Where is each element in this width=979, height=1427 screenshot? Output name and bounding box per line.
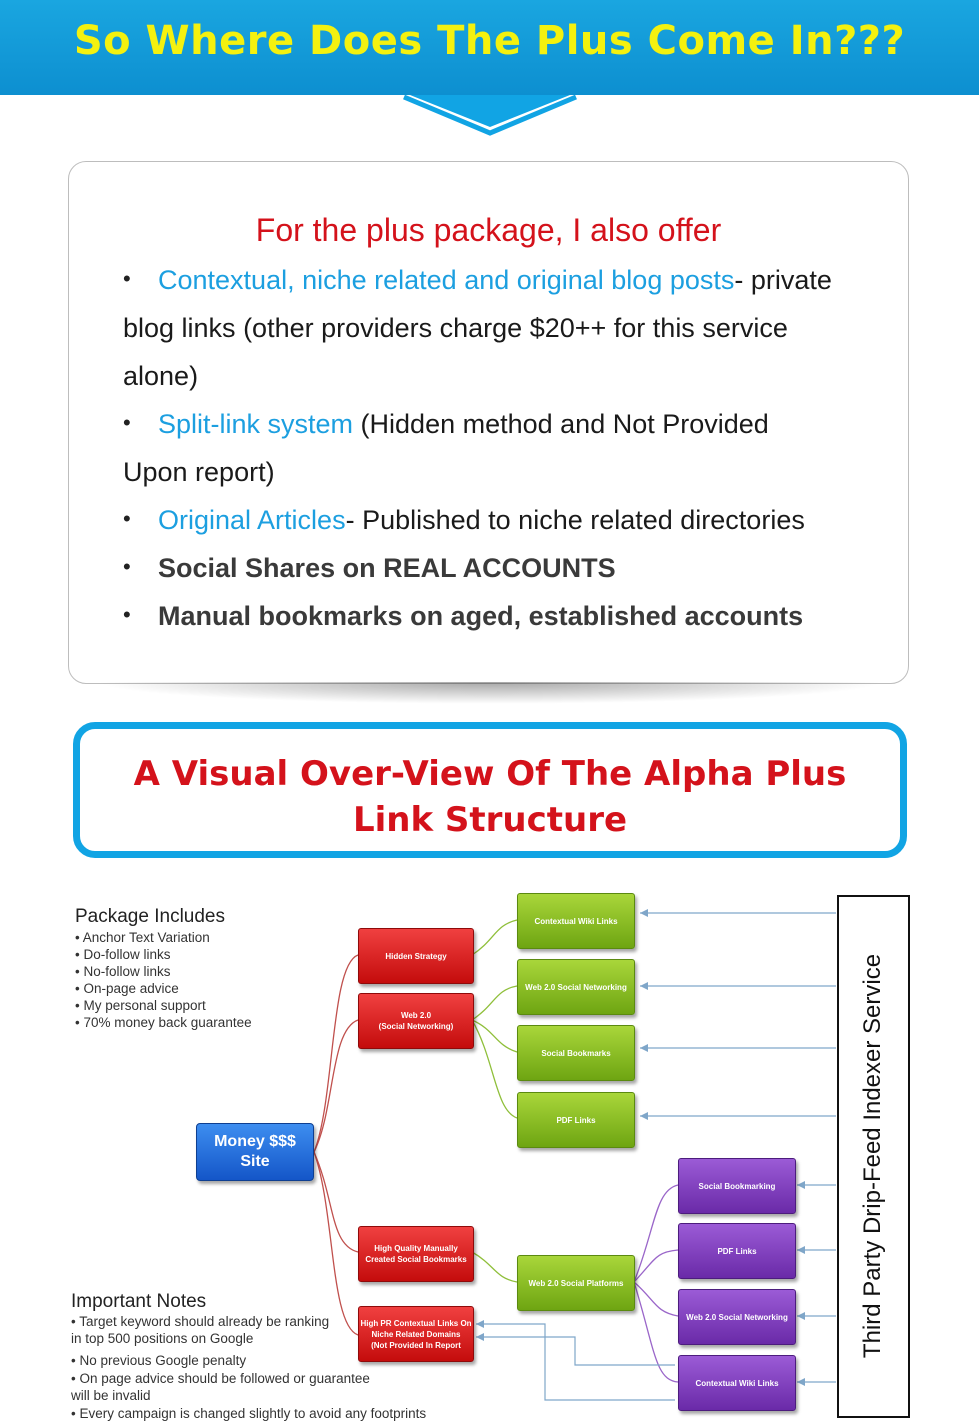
package-item: • On-page advice — [75, 981, 179, 996]
red-node-label: High PR Contextual Links On — [360, 1318, 472, 1328]
red-node-label: (Social Networking) — [378, 1022, 454, 1031]
money-site-node — [196, 1123, 314, 1181]
page-title: So Where Does The Plus Come In??? — [73, 18, 906, 64]
red-node-label: High Quality Manually — [374, 1244, 458, 1253]
purple-node: Web 2.0 Social Networking — [678, 1289, 796, 1345]
offer-item-text: (Hidden method and Not Provided — [353, 409, 769, 439]
offer-item-bold: Manual bookmarks on aged, established accounts — [158, 601, 804, 631]
notes-item: • No previous Google penalty — [71, 1353, 247, 1368]
notes-item: in top 500 positions on Google — [71, 1331, 254, 1346]
bullet-marker: • — [123, 602, 131, 627]
red-node-contextual-links — [358, 1306, 474, 1362]
red-node-label: Niche Related Domains — [371, 1329, 461, 1339]
section-title-line: Link Structure — [352, 800, 628, 840]
offer-item-text: blog links (other providers charge $20++ for this service — [123, 313, 788, 343]
offer-item-highlight: Original Articles — [158, 505, 346, 535]
bullet-marker: • — [123, 410, 131, 435]
offer-item-text: - private — [734, 265, 832, 295]
notes-item: • On page advice should be followed or guarantee — [71, 1371, 370, 1386]
offer-item-text: alone) — [123, 361, 199, 391]
package-item: • My personal support — [75, 998, 206, 1013]
green-node: Web 2.0 Social Networking — [517, 959, 635, 1015]
offer-title: For the plus package, I also offer — [255, 212, 722, 248]
green-node: Web 2.0 Social Platforms — [517, 1255, 635, 1311]
green-node: Contextual Wiki Links — [517, 893, 635, 949]
green-node: PDF Links — [517, 1092, 635, 1148]
offer-item-highlight: Contextual, niche related and original blog posts — [158, 265, 735, 295]
package-item: • 70% money back guarantee — [75, 1015, 252, 1030]
red-node-label: Hidden Strategy — [385, 951, 447, 961]
offer-item-text: Upon report) — [123, 457, 275, 487]
red-node-label: (Not Provided In Report — [371, 1340, 461, 1350]
purple-node: Contextual Wiki Links — [678, 1355, 796, 1411]
red-node-social-bookmarks — [358, 1226, 474, 1282]
green-node: Social Bookmarks — [517, 1025, 635, 1081]
purple-node: Social Bookmarking — [678, 1158, 796, 1214]
offer-item-text: - Published to niche related directories — [345, 505, 805, 535]
offer-item-highlight: Split-link system — [158, 409, 354, 439]
notes-item: • Target keyword should already be ranking — [71, 1314, 330, 1329]
package-item: • Do-follow links — [75, 947, 171, 962]
red-node-hidden-strategy — [358, 928, 474, 984]
package-item: • No-follow links — [75, 964, 171, 979]
notes-item: • Every campaign is changed slightly to avoid any footprints — [71, 1406, 427, 1421]
offer-item-bold: Social Shares on REAL ACCOUNTS — [158, 553, 616, 583]
bullet-marker: • — [123, 266, 131, 291]
indexer-label: Third Party Drip-Feed Indexer Service — [859, 953, 886, 1359]
red-node-web20 — [358, 993, 474, 1049]
package-item: • Anchor Text Variation — [75, 930, 210, 945]
red-node-label: Created Social Bookmarks — [365, 1255, 467, 1264]
money-site-label: Site — [240, 1153, 270, 1170]
package-heading: Package Includes — [75, 906, 225, 927]
red-node-label: Web 2.0 — [400, 1011, 432, 1020]
purple-node: PDF Links — [678, 1223, 796, 1279]
bullet-marker: • — [123, 554, 131, 579]
notes-heading: Important Notes — [71, 1291, 207, 1312]
bullet-marker: • — [123, 506, 131, 531]
section-title-line: A Visual Over-View Of The Alpha Plus — [133, 754, 847, 794]
notes-item: will be invalid — [71, 1388, 151, 1403]
money-site-label: Money $$$ — [214, 1133, 296, 1150]
